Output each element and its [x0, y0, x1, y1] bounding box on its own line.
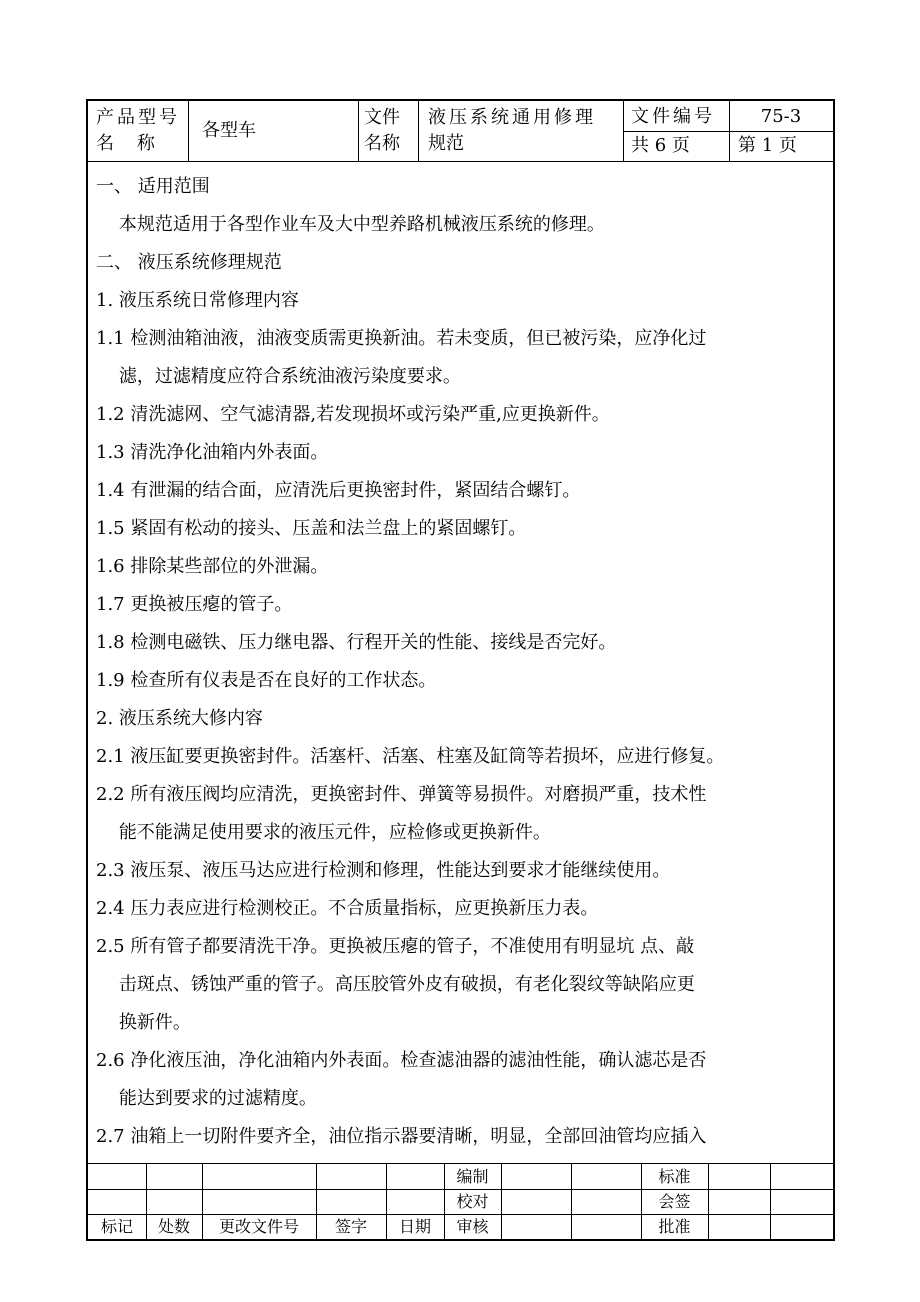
count-label: 处数 — [157, 1217, 190, 1236]
body-line: 二、 液压系统修理规范 — [96, 252, 282, 273]
body-line: 滤，过滤精度应符合系统油液污染度要求。 — [96, 366, 461, 387]
body-line: 1.9 检查所有仪表是否在良好的工作状态。 — [96, 670, 437, 691]
body-line: 2.7 油箱上一切附件要齐全，油位指示器要清晰，明显，全部回油管均应插入 — [96, 1126, 707, 1147]
date-label: 日期 — [398, 1217, 431, 1236]
doc-title-line-2: 规范 — [428, 133, 464, 154]
document-sheet — [86, 99, 835, 1241]
countersign-label: 会签 — [658, 1192, 691, 1211]
body-line: 能不能满足使用要求的液压元件，应检修或更换新件。 — [96, 822, 551, 843]
body-line: 1.4 有泄漏的结合面，应清洗后更换密封件，紧固结合螺钉。 — [96, 480, 581, 501]
product-name-label: 名 称 — [96, 133, 155, 154]
doc-name-label-bottom: 名称 — [364, 133, 400, 154]
doc-number-value: 75-3 — [760, 106, 802, 127]
body-line: 1.8 检测电磁铁、压力继电器、行程开关的性能、接线是否完好。 — [96, 632, 617, 653]
change-doc-no-label: 更改文件号 — [218, 1217, 299, 1236]
product-model-label: 产品型号 — [96, 107, 180, 128]
body-line: 2.2 所有液压阀均应清洗，更换密封件、弹簧等易损件。对磨损严重，技术性 — [96, 784, 707, 805]
body-line: 换新件。 — [96, 1012, 191, 1033]
body-line: 一、 适用范围 — [96, 176, 210, 197]
doc-number-label: 文件编号 — [631, 106, 715, 127]
document-header — [88, 101, 833, 162]
body-line: 1.5 紧固有松动的接头、压盖和法兰盘上的紧固螺钉。 — [96, 518, 527, 539]
checked-label: 校对 — [456, 1192, 489, 1211]
body-line: 本规范适用于各型作业车及大中型养路机械液压系统的修理。 — [96, 214, 605, 235]
reviewed-label: 审核 — [456, 1217, 489, 1236]
body-line: 能达到要求的过滤精度。 — [96, 1088, 317, 1109]
signature-label: 签字 — [334, 1217, 367, 1236]
body-line: 1.6 排除某些部位的外泄漏。 — [96, 556, 329, 577]
standard-label: 标准 — [658, 1167, 691, 1186]
body-line: 2.5 所有管子都要清洗干净。更换被压瘪的管子，不准使用有明显坑 点、敲 — [96, 936, 695, 957]
compiled-label: 编制 — [456, 1167, 489, 1186]
body-line: 2. 液压系统大修内容 — [96, 708, 263, 729]
approved-label: 批准 — [658, 1217, 691, 1236]
doc-title-line-1: 液压系统通用修理 — [428, 107, 596, 128]
body-line: 2.3 液压泵、液压马达应进行检测和修理，性能达到要求才能继续使用。 — [96, 860, 671, 881]
signature-table — [88, 1163, 833, 1240]
mark-label: 标记 — [100, 1217, 133, 1236]
body-line: 2.1 液压缸要更换密封件。活塞杆、活塞、柱塞及缸筒等若损坏，应进行修复。 — [96, 746, 725, 767]
total-pages: 共 6 页 — [631, 135, 690, 156]
body-line: 1.3 清洗净化油箱内外表面。 — [96, 442, 329, 463]
body-line: 2.4 压力表应进行检测校正。不合质量指标，应更换新压力表。 — [96, 898, 599, 919]
body-line: 击斑点、锈蚀严重的管子。高压胶管外皮有破损，有老化裂纹等缺陷应更 — [96, 974, 695, 995]
body-line: 1.7 更换被压瘪的管子。 — [96, 594, 293, 615]
body-line: 1. 液压系统日常修理内容 — [96, 290, 299, 311]
page-number: 第 1 页 — [738, 135, 797, 156]
body-line: 1.2 清洗滤网、空气滤清器,若发现损坏或污染严重,应更换新件。 — [96, 404, 610, 425]
doc-name-label-top: 文件 — [364, 107, 400, 128]
body-line: 2.6 净化液压油，净化油箱内外表面。检查滤油器的滤油性能，确认滤芯是否 — [96, 1050, 707, 1071]
document-body — [88, 161, 833, 1163]
product-model-value: 各型车 — [202, 120, 256, 141]
body-line: 1.1 检测油箱油液，油液变质需更换新油。若未变质，但已被污染，应净化过 — [96, 328, 707, 349]
